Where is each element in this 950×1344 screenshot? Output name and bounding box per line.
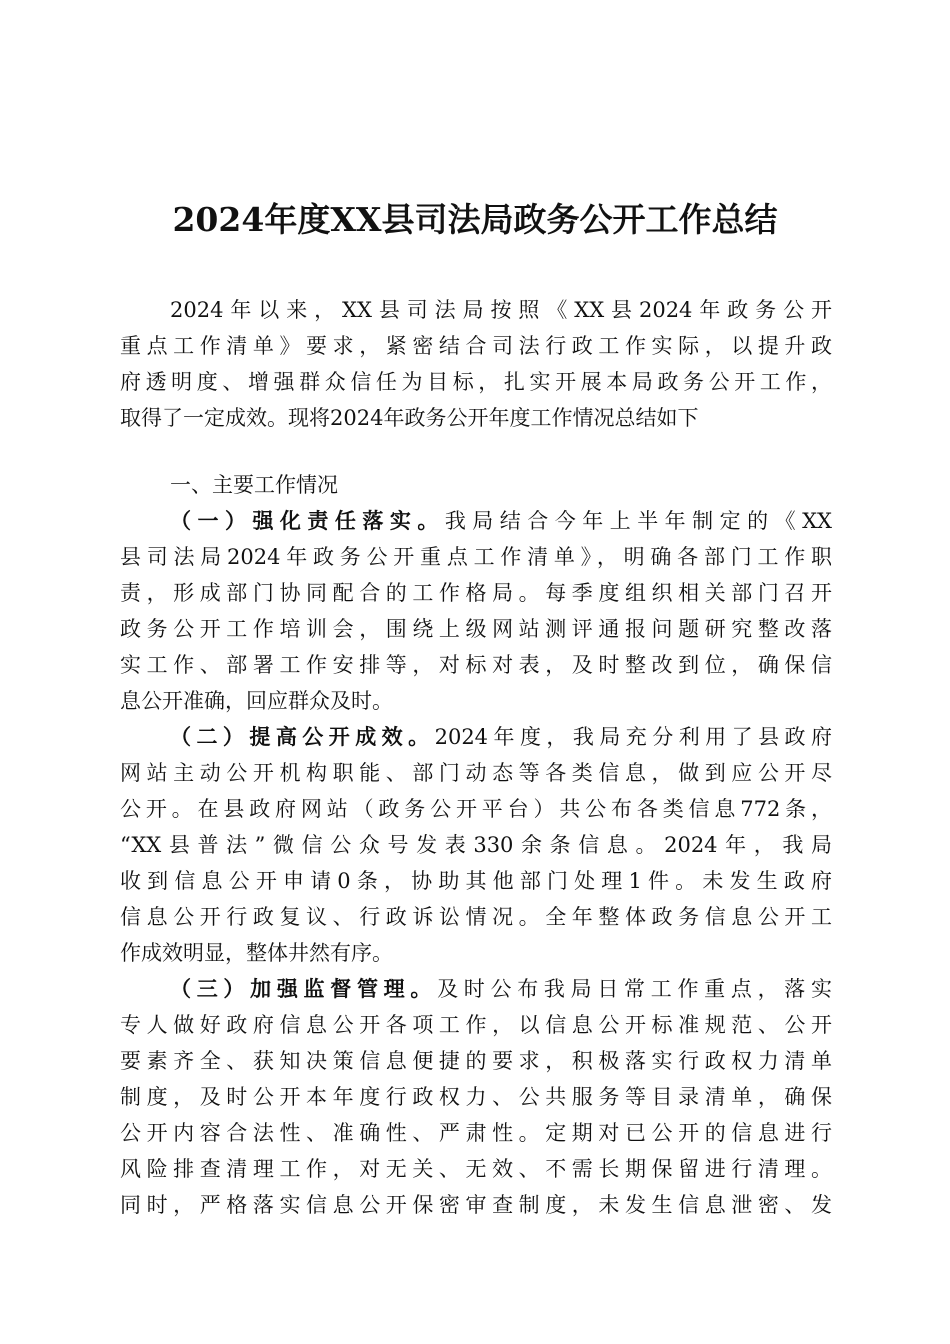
subsection-lead: （三）加强监督管理。 (170, 976, 438, 1001)
subsection-line: 息公开准确，回应群众及时。 (120, 689, 393, 713)
subsection-line: 责，形成部门协同配合的工作格局。每季度组织相关部门召开 (120, 581, 832, 605)
subsection-line: 实工作、部署工作安排等，对标对表，及时整改到位，确保信 (120, 653, 832, 677)
subsection-lead: （一）强化责任落实。 (170, 508, 445, 533)
subsection-text: 及时公布我局日常工作重点，落实 (437, 977, 833, 1001)
section-heading: 一、主要工作情况 (170, 473, 338, 497)
subsection-line: 要素齐全、获知决策信息便捷的要求，积极落实行政权力清单 (120, 1049, 832, 1073)
intro-line: 取得了一定成效。现将2024年政务公开年度工作情况总结如下 (120, 406, 699, 430)
intro-paragraph (120, 292, 832, 436)
subsection-line: 公开。在县政府网站（政务公开平台）共公布各类信息772条， (120, 797, 832, 821)
subsection-line: 同时，严格落实信息公开保密审查制度，未发生信息泄密、发 (120, 1193, 832, 1217)
intro-line: 府透明度、增强群众信任为目标，扎实开展本局政务公开工作， (120, 370, 832, 394)
intro-line: 重点工作清单》要求，紧密结合司法行政工作实际，以提升政 (120, 334, 832, 358)
subsection-line: 制度，及时公开本年度行政权力、公共服务等目录清单，确保 (120, 1085, 832, 1109)
subsection-first-line (120, 503, 832, 539)
subsection-1 (120, 503, 832, 719)
subsection-3 (120, 971, 832, 1223)
subsection-line: 县司法局2024年政务公开重点工作清单》，明确各部门工作职 (120, 545, 832, 569)
intro-line: 2024年以来，XX县司法局按照《XX县2024年政务公开 (170, 298, 832, 322)
subsection-first-line (120, 971, 832, 1007)
subsection-text: 我局结合今年上半年制定的《XX (444, 509, 832, 533)
subsection-line: 风险排查清理工作，对无关、无效、不需长期保留进行清理。 (120, 1157, 832, 1181)
subsection-line: 政务公开工作培训会，围绕上级网站测评通报问题研究整改落 (120, 617, 832, 641)
subsection-2 (120, 719, 832, 971)
subsection-first-line (120, 719, 832, 755)
subsection-line: 网站主动公开机构职能、部门动态等各类信息，做到应公开尽 (120, 761, 832, 785)
subsection-line: 信息公开行政复议、行政诉讼情况。全年整体政务信息公开工 (120, 905, 832, 929)
subsection-lead: （二）提高公开成效。 (170, 724, 435, 749)
document-title: 2024年度XX县司法局政务公开工作总结 (172, 200, 778, 239)
subsection-line: “XX县普法”微信公众号发表330余条信息。2024年，我局 (120, 833, 832, 857)
subsection-line: 公开内容合法性、准确性、严肃性。定期对已公开的信息进行 (120, 1121, 832, 1145)
subsection-line: 作成效明显，整体井然有序。 (120, 941, 393, 965)
subsection-line: 收到信息公开申请0条，协助其他部门处理1件。未发生政府 (120, 869, 832, 893)
subsection-line: 专人做好政府信息公开各项工作，以信息公开标准规范、公开 (120, 1013, 832, 1037)
subsection-text: 2024年度，我局充分利用了县政府 (434, 725, 832, 749)
